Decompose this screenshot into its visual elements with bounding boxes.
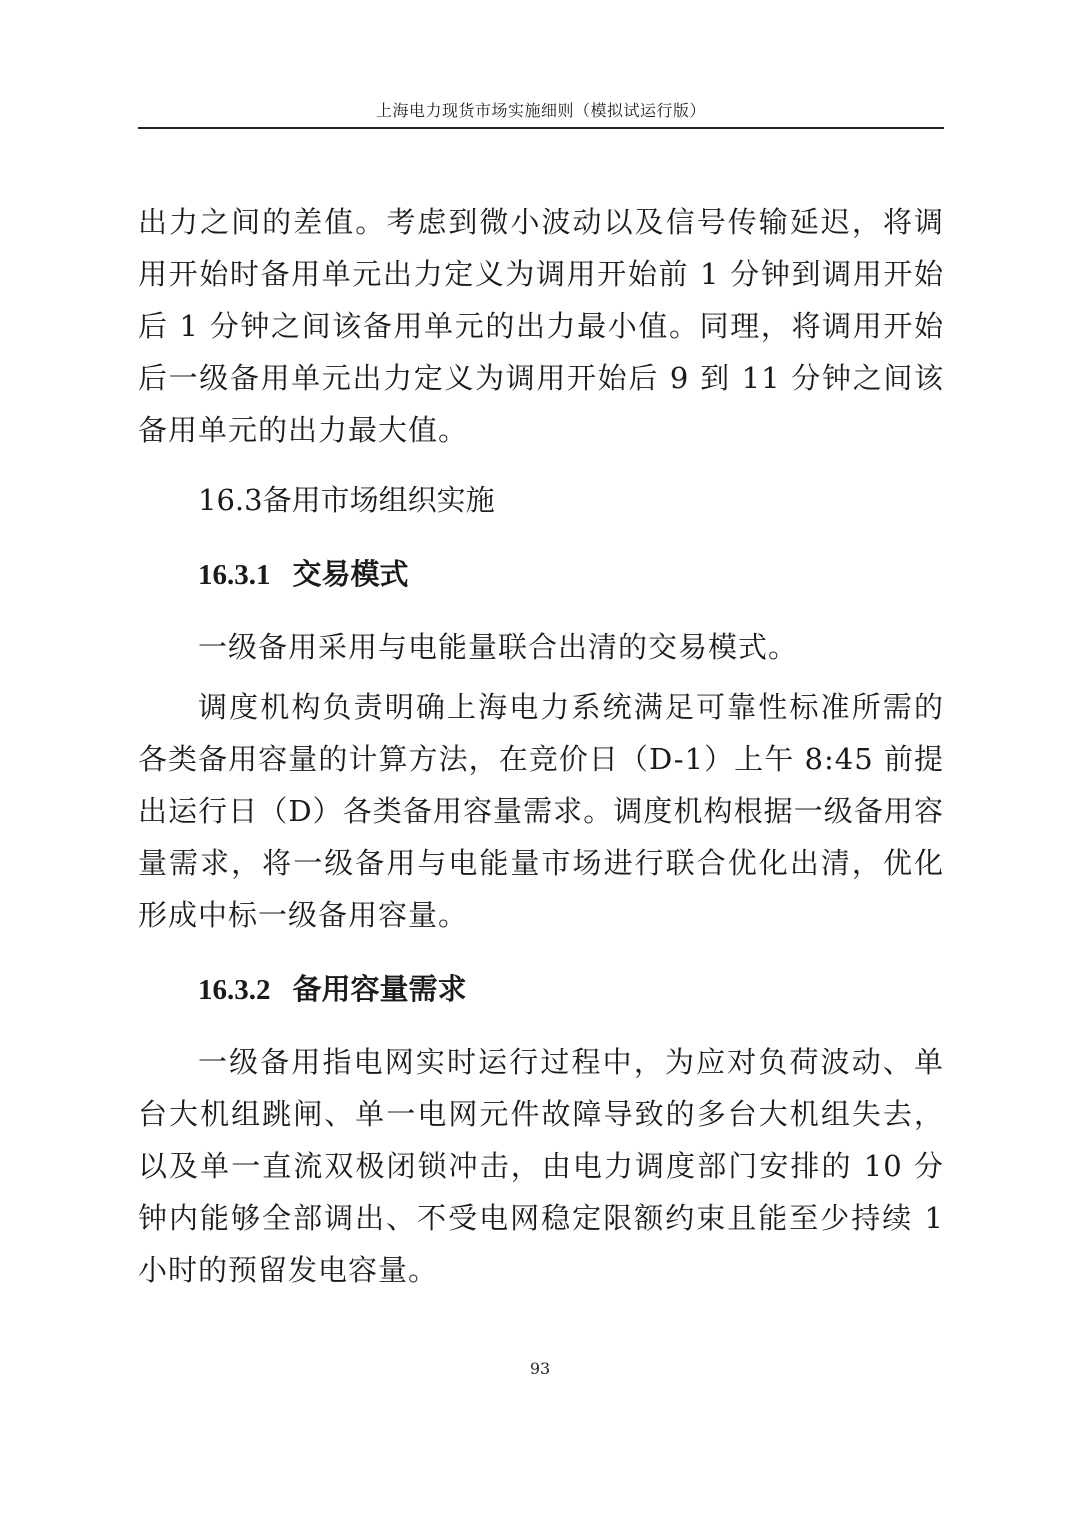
section-number: 16.3.1: [198, 559, 271, 591]
section-title: 备用容量需求: [292, 972, 467, 1006]
section-heading-16-3-2: [138, 963, 944, 1016]
paragraph-trading-mode: 一级备用采用与电能量联合出清的交易模式。: [198, 630, 799, 664]
section-title: 备用市场组织实施: [262, 483, 495, 517]
section-heading-16-3: [138, 474, 944, 526]
section-number: 16.3: [198, 483, 263, 517]
running-header: 上海电力现货市场实施细则（模拟试运行版）: [375, 101, 706, 120]
continuation-paragraph: 出力之间的差值。考虑到微小波动以及信号传输延迟，将调用开始时备用单元出力定义为调用开始前 1 分钟到调用开始后 1 分钟之间该备用单元的出力最小值。同理，将调用开始后一级备用单元出力定义为调用开始后 9 到 11 分钟之间该备用单元的出力最大值。: [138, 205, 944, 447]
section-heading-16-3-1: [138, 548, 944, 601]
section-number: 16.3.2: [198, 974, 271, 1006]
page-body: [138, 196, 944, 1296]
section-title: 交易模式: [292, 557, 409, 591]
header-divider: [138, 127, 944, 129]
paragraph-dispatch-responsibility: 调度机构负责明确上海电力系统满足可靠性标准所需的各类备用容量的计算方法，在竞价日（D-1）上午 8:45 前提出运行日（D）各类备用容量需求。调度机构根据一级备用容量需求，将一级备用与电能量市场进行联合优化出清，优化形成中标一级备用容量。: [138, 690, 944, 932]
paragraph-reserve-definition: 一级备用指电网实时运行过程中，为应对负荷波动、单台大机组跳闸、单一电网元件故障导致的多台大机组失去，以及单一直流双极闭锁冲击，由电力调度部门安排的 10 分钟内能够全部调出、不受电网稳定限额约束且能至少持续 1 小时的预留发电容量。: [138, 1045, 944, 1287]
page-number: 93: [529, 1359, 551, 1378]
